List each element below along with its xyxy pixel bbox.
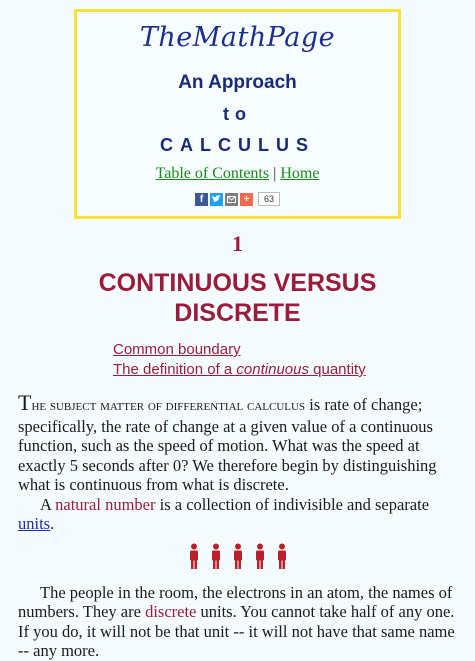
- share-bar: [77, 192, 398, 206]
- person-icon: [232, 543, 244, 569]
- book-title-approach: An Approach: [178, 72, 297, 93]
- site-logo[interactable]: TheMathPage: [139, 22, 336, 53]
- intro-smallcaps: he subject matter of differential calculus: [31, 398, 306, 414]
- people-illustration: [18, 543, 458, 571]
- email-icon[interactable]: [225, 193, 238, 206]
- chapter-number: 1: [232, 231, 243, 256]
- nav-links: [77, 164, 398, 184]
- section-links: [113, 340, 366, 380]
- units-link[interactable]: units: [18, 514, 51, 533]
- paragraph-natural-number: [18, 495, 458, 534]
- p2-pre: A: [40, 494, 56, 514]
- intro-rest: is rate of change; specifically, the rate of change at a given value of a continuous function, such as the speed of motion. What was the speed at exactly 5 seconds after 0? We therefore begin by distinguishing what is continuous from what is discrete.: [18, 395, 437, 494]
- body-text: [18, 390, 458, 661]
- p3-pre: The people in the room, the electrons in an atom, the names of numbers. They are: [18, 582, 453, 621]
- continuous-definition-link[interactable]: [113, 360, 366, 380]
- natural-number-link[interactable]: natural number: [55, 494, 156, 514]
- p2-mid: is a collection of indivisible and separate: [155, 494, 430, 514]
- drop-cap: T: [18, 390, 32, 415]
- common-boundary-link[interactable]: Common boundary: [113, 341, 241, 358]
- table-of-contents-link[interactable]: Table of Contents: [155, 165, 270, 182]
- twitter-icon[interactable]: [210, 193, 223, 206]
- paragraph-discrete-units: [18, 583, 458, 661]
- facebook-icon[interactable]: f: [195, 193, 208, 206]
- home-link[interactable]: Home: [280, 165, 320, 182]
- share-count: 63: [258, 192, 280, 206]
- p3-rest: units. You cannot take half of any one. If you do, it will not be that unit -- it will not have that same name -- any more.: [18, 602, 455, 660]
- chapter-title-line2: DISCRETE: [174, 299, 301, 327]
- book-title-to: to: [223, 104, 252, 124]
- chapter-title: [0, 268, 475, 328]
- link-text-post: quantity: [308, 361, 366, 378]
- header-box: [74, 9, 401, 219]
- person-icon: [188, 543, 200, 569]
- p2-post: .: [50, 514, 55, 533]
- book-title-calculus: CALCULUS: [160, 135, 315, 155]
- discrete-term: discrete: [145, 602, 197, 621]
- chapter-title-line1: CONTINUOUS VERSUS: [98, 269, 377, 297]
- person-icon: [276, 543, 288, 569]
- person-icon: [254, 543, 266, 569]
- link-text-pre: The definition of a: [113, 361, 237, 378]
- nav-separator: |: [273, 165, 277, 182]
- link-text-emphasis: continuous: [236, 361, 309, 378]
- paragraph-intro: [18, 390, 458, 495]
- share-plus-icon[interactable]: +: [240, 193, 253, 206]
- person-icon: [210, 543, 222, 569]
